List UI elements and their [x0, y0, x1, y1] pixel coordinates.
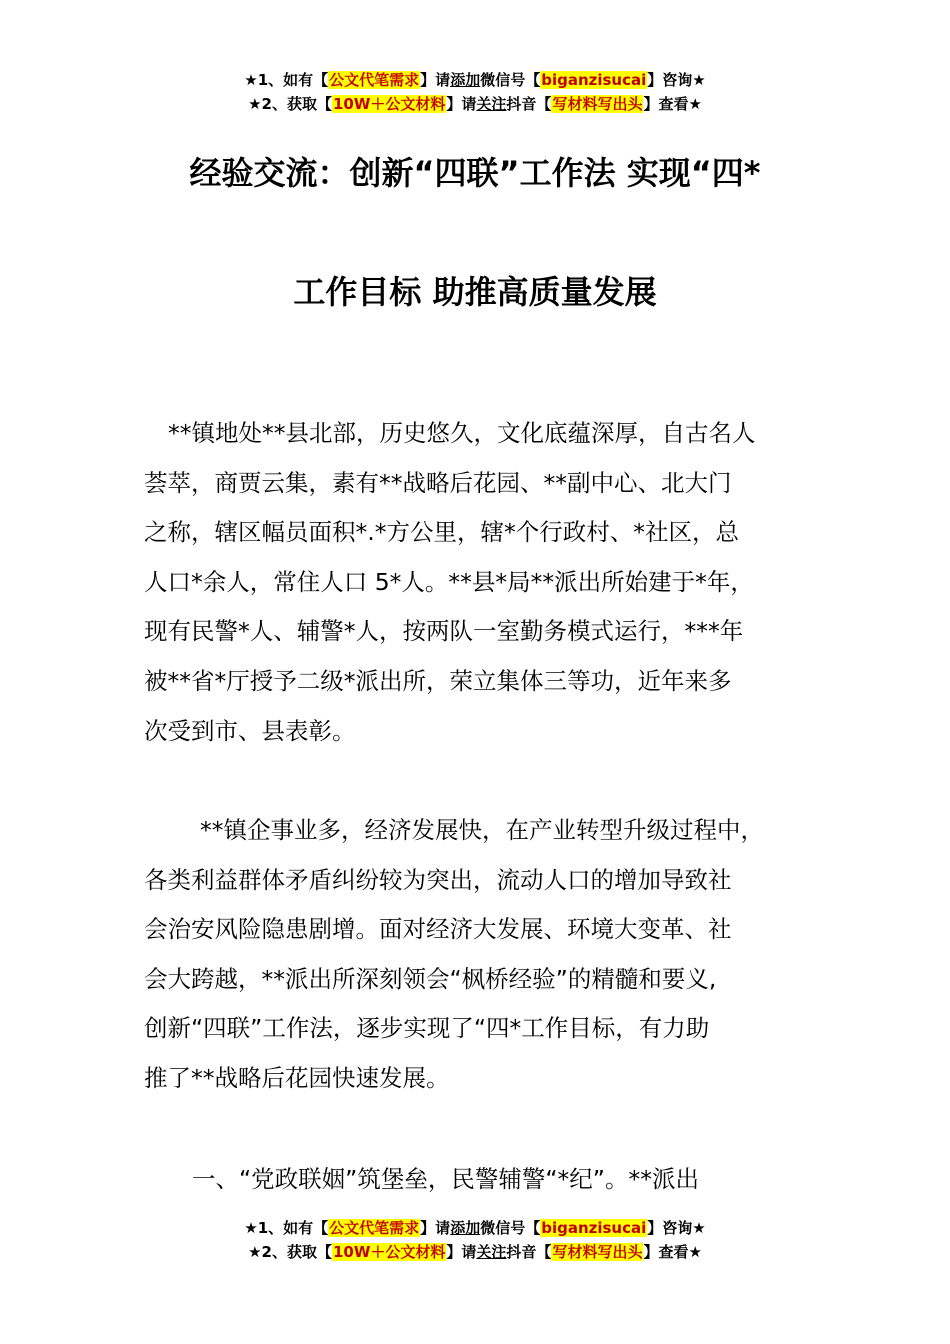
text-line: 荟萃，商贾云集，素有**战略后花园、**副中心、北大门	[144, 468, 732, 497]
text-line: **镇地处**县北部，历史悠久，文化底蕴深厚，自古名人	[168, 419, 756, 447]
paragraph-intro	[144, 409, 824, 756]
text-line: **镇企事业多，经济发展快，在产业转型升级过程中，	[200, 816, 764, 844]
header-notice-banner	[0, 68, 950, 116]
notice-wechat-id: biganzisucai	[541, 71, 647, 89]
text-line: 现有民警*人、辅警*人，按两队一室勤务模式运行，***年	[144, 617, 744, 646]
notice-text: 】查看★	[643, 1243, 702, 1261]
notice-text: 微信号【	[480, 1219, 541, 1237]
text-line: 推了**战略后花园快速发展。	[144, 1063, 450, 1092]
notice-underlined: 关注	[476, 1243, 507, 1261]
notice-text: 】查看★	[643, 95, 702, 113]
notice-text: 】咨询★	[647, 71, 706, 89]
notice-text: ★2、获取【	[248, 95, 332, 113]
notice-douyin-name: 写材料写出头	[552, 1243, 643, 1261]
notice-text: ★1、如有【	[244, 71, 329, 89]
text-line: 被**省*厅授予二级*派出所，荣立集体三等功，近年来多	[144, 666, 732, 695]
text-line: 次受到市、县表彰。	[144, 716, 356, 745]
text-line: 会大跨越，**派出所深刻领会“枫桥经验”的精髓和要义,	[144, 964, 717, 993]
notice-text: 】请	[446, 1243, 477, 1261]
footer-notice-banner	[0, 1216, 950, 1264]
notice-line-1	[0, 1216, 950, 1240]
notice-text: 】请	[420, 1219, 451, 1237]
text-line: 之称，辖区幅员面积*.*方公里，辖*个行政村、*社区，总	[144, 518, 739, 547]
notice-douyin-name: 写材料写出头	[552, 95, 643, 113]
notice-text: 微信号【	[480, 71, 541, 89]
paragraph-background	[144, 806, 824, 1104]
text-line: 人口*余人，常住人口 5*人。**县*局**派出所始建于*年，	[144, 567, 754, 596]
notice-text: 抖音【	[506, 1243, 552, 1261]
notice-underlined: 关注	[476, 95, 507, 113]
text-line: 创新“四联”工作法，逐步实现了“四*工作目标，有力助	[144, 1014, 710, 1043]
notice-wechat-id: biganzisucai	[541, 1219, 647, 1237]
notice-line-2	[0, 1240, 950, 1264]
notice-highlight: 10W＋公文材料	[332, 1243, 446, 1261]
notice-text: 抖音【	[506, 95, 552, 113]
notice-highlight: 公文代笔需求	[329, 1219, 420, 1237]
document-title-line-1: 经验交流：创新“四联”工作法 实现“四*	[189, 154, 761, 192]
notice-text: 】请	[446, 95, 477, 113]
notice-underlined: 添加	[450, 71, 481, 89]
notice-text: ★2、获取【	[248, 1243, 332, 1261]
text-line: 各类利益群体矛盾纠纷较为突出，流动人口的增加导致社	[144, 865, 732, 894]
notice-line-2	[0, 92, 950, 116]
notice-highlight: 10W＋公文材料	[332, 95, 446, 113]
text-line: 一、“党政联姻”筑堡垒，民警辅警“*纪”。**派出	[192, 1165, 699, 1193]
notice-text: ★1、如有【	[244, 1219, 329, 1237]
text-line: 会治安风险隐患剧增。面对经济大发展、环境大变革、社	[144, 915, 732, 944]
section-heading-1	[144, 1155, 824, 1205]
document-title-line-2: 工作目标 助推高质量发展	[293, 273, 657, 311]
notice-line-1	[0, 68, 950, 92]
notice-text: 】咨询★	[647, 1219, 706, 1237]
notice-text: 】请	[420, 71, 451, 89]
notice-underlined: 添加	[450, 1219, 481, 1237]
notice-highlight: 公文代笔需求	[329, 71, 420, 89]
